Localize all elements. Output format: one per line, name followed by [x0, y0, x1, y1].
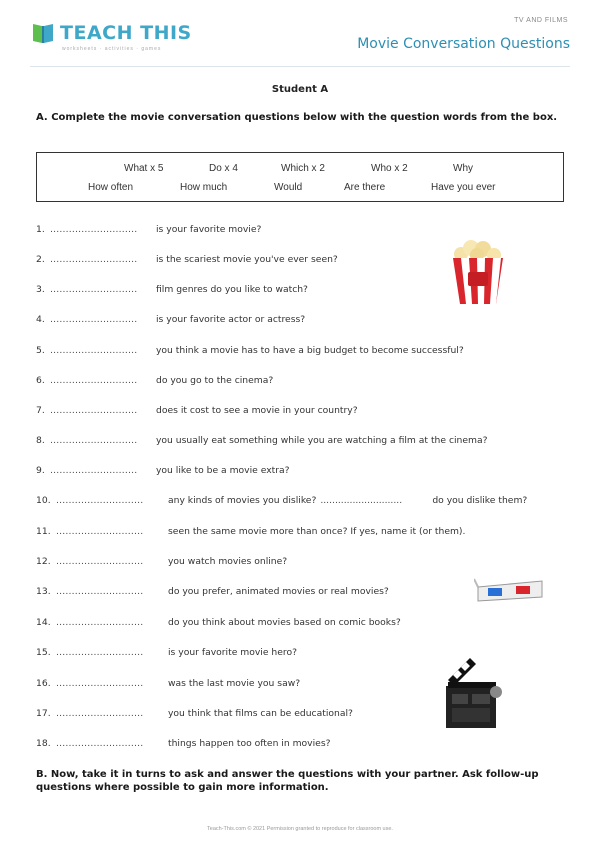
question-row: 8. ............................ you usually eat something while you are watching a film at the cinema? [36, 435, 488, 446]
question-row: 12. ............................ you watch movies online? [36, 556, 288, 567]
word-box-item: Would [274, 182, 303, 193]
word-box-item: What x 5 [124, 163, 164, 174]
question-row: 6. ............................ do you go to the cinema? [36, 375, 274, 386]
question-row: 9. ............................ you like to be a movie extra? [36, 465, 290, 476]
instruction-b: B. Now, take it in turns to ask and answer the questions with your partner. Ask follow-up questions where possible to gain more information. [36, 769, 539, 793]
word-box-item: Do x 4 [209, 163, 238, 174]
logo [30, 20, 192, 46]
page-header [0, 0, 600, 68]
word-box-item: How much [180, 182, 228, 193]
3d-glasses-icon [474, 575, 546, 605]
question-row: 15. ............................ is your favorite movie hero? [36, 647, 297, 658]
question-row: 1. ............................ is your favorite movie? [36, 224, 262, 235]
question-row: 5. ............................ you think a movie has to have a big budget to become successful? [36, 345, 464, 356]
footer: Teach-This.com © 2021 Permission granted to reproduce for classroom use. [207, 826, 393, 832]
question-row: 16. ............................ was the last movie you saw? [36, 678, 301, 689]
word-box-item: How often [88, 182, 134, 193]
question-row: 14. ............................ do you think about movies based on comic books? [36, 617, 401, 628]
logo-text: TEACH THIS [60, 22, 192, 44]
question-row: 17. ............................ you think that films can be educational? [36, 708, 353, 719]
book-icon [30, 20, 56, 46]
question-row: 4. ............................ is your favorite actor or actress? [36, 314, 306, 325]
word-box-item: Have you ever [431, 182, 496, 193]
question-row: 13. ............................ do you prefer, animated movies or real movies? [36, 586, 389, 597]
question-row: 7. ............................ does it cost to see a movie in your country? [36, 405, 358, 416]
popcorn-icon [447, 238, 509, 306]
student-label: Student A [271, 84, 329, 95]
word-box-item: Why [453, 163, 473, 174]
logo-tagline: worksheets · activities · games [62, 46, 162, 52]
question-row: 2. ............................ is the scariest movie you've ever seen? [36, 254, 338, 265]
category-label: TV AND FILMS [514, 17, 568, 24]
instruction-a: A. Complete the movie conversation questions below with the question words from the box. [36, 112, 558, 123]
word-box-item: Which x 2 [281, 163, 325, 174]
question-row: 11. ............................ seen the same movie more than once? If yes, name it (or them). [36, 526, 466, 537]
word-box [36, 152, 564, 202]
clapperboard-icon [442, 652, 508, 732]
header-divider [30, 66, 570, 67]
question-row: 18. ............................ things happen too often in movies? [36, 738, 331, 749]
question-row: 10. ............................ any kinds of movies you dislike? ............................ do you dislike them? [36, 495, 528, 506]
word-box-item: Who x 2 [371, 163, 408, 174]
question-row: 3. ............................ film genres do you like to watch? [36, 284, 308, 295]
word-box-item: Are there [344, 182, 386, 193]
document-title: Movie Conversation Questions [357, 36, 570, 52]
